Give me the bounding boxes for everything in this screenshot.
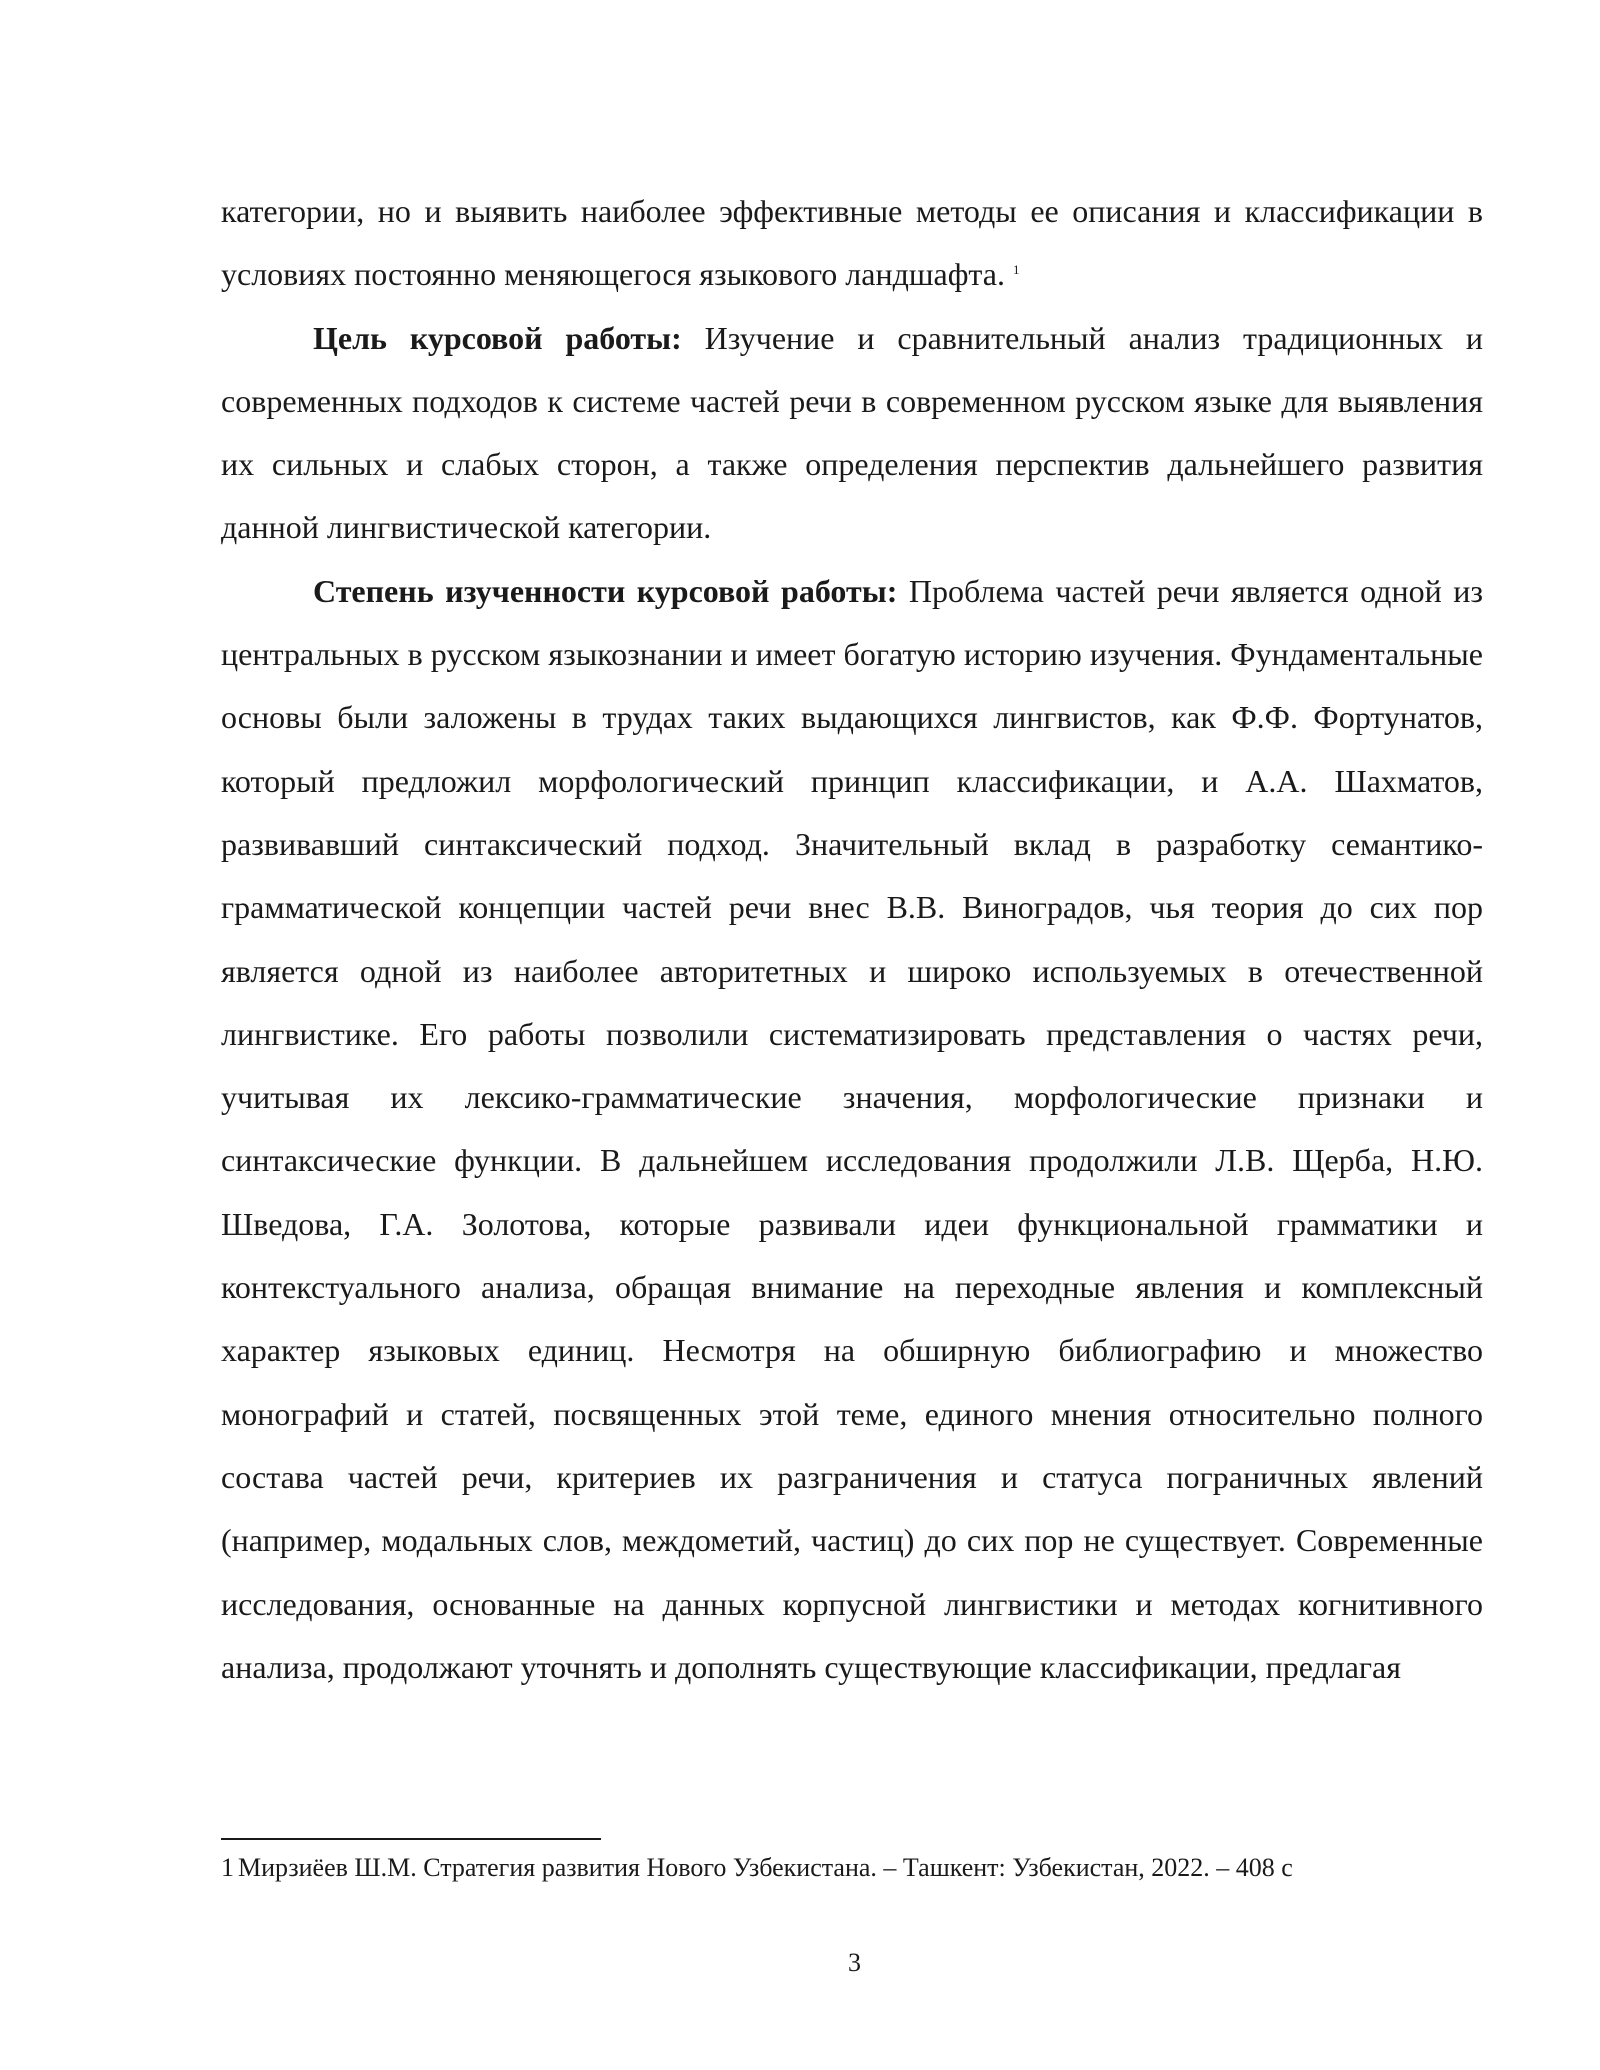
goal-paragraph bbox=[221, 307, 1483, 560]
degree-paragraph bbox=[221, 560, 1483, 1699]
footnote-reference: 1 bbox=[1013, 261, 1020, 277]
footnote-number: 1 bbox=[221, 1853, 234, 1882]
goal-heading: Цель курсовой работы: bbox=[313, 319, 682, 356]
body-text bbox=[221, 180, 1483, 1699]
goal-text: Изучение и сравнительный анализ традиционных и современных подходов к системе частей речи в современном русском языке для выявления их сильных и слабых сторон, а также определения перспектив дальнейшего развития данной лингвистической категории. bbox=[221, 319, 1484, 546]
page-number: 3 bbox=[848, 1948, 861, 1977]
continuation-text: категории, но и выявить наиболее эффективные методы ее описания и классификации в условиях постоянно меняющегося языкового ландшафта. bbox=[221, 193, 1483, 293]
footnote-separator bbox=[221, 1838, 601, 1840]
continuation-paragraph bbox=[221, 180, 1483, 307]
footnote-text: Мирзиёев Ш.М. Стратегия развития Нового Узбекистана. – Ташкент: Узбекистан, 2022. – 408 с bbox=[238, 1853, 1293, 1882]
degree-text: Проблема частей речи является одной из центральных в русском языкознании и имеет богатую историю изучения. Фундаментальные основы были заложены в трудах таких выдающихся лингвистов, как Ф.Ф. Фортунатов, который предложил морфологический принцип классификации, и А.А. Шахматов, развивавший синтаксический подход. Значительный вклад в разработку семантико-грамматической концепции частей речи внес В.В. Виноградов, чья теория до сих пор является одной из наиболее авторитетных и широко используемых в отечественной лингвистике. Его работы позволили систематизировать представления о частях речи, учитывая их лексико-грамматические значения, морфологические признаки и синтаксические функции. В дальнейшем исследования продолжили Л.В. Щерба, Н.Ю. Шведова, Г.А. Золотова, которые развивали идеи функциональной грамматики и контекстуального анализа, обращая внимание на переходные явления и комплексный характер языковых единиц. Несмотря на обширную библиографию и множество монографий и статей, посвященных этой теме, единого мнения относительно полного состава частей речи, критериев их разграничения и статуса пограничных явлений (например, модальных слов, междометий, частиц) до сих пор не существует. Современные исследования, основанные на данных корпусной лингвистики и методах когнитивного анализа, продолжают уточнять и дополнять существующие классификации, предлагая bbox=[221, 572, 1483, 1685]
footnote bbox=[221, 1851, 1483, 1885]
degree-heading: Степень изученности курсовой работы: bbox=[313, 572, 898, 609]
